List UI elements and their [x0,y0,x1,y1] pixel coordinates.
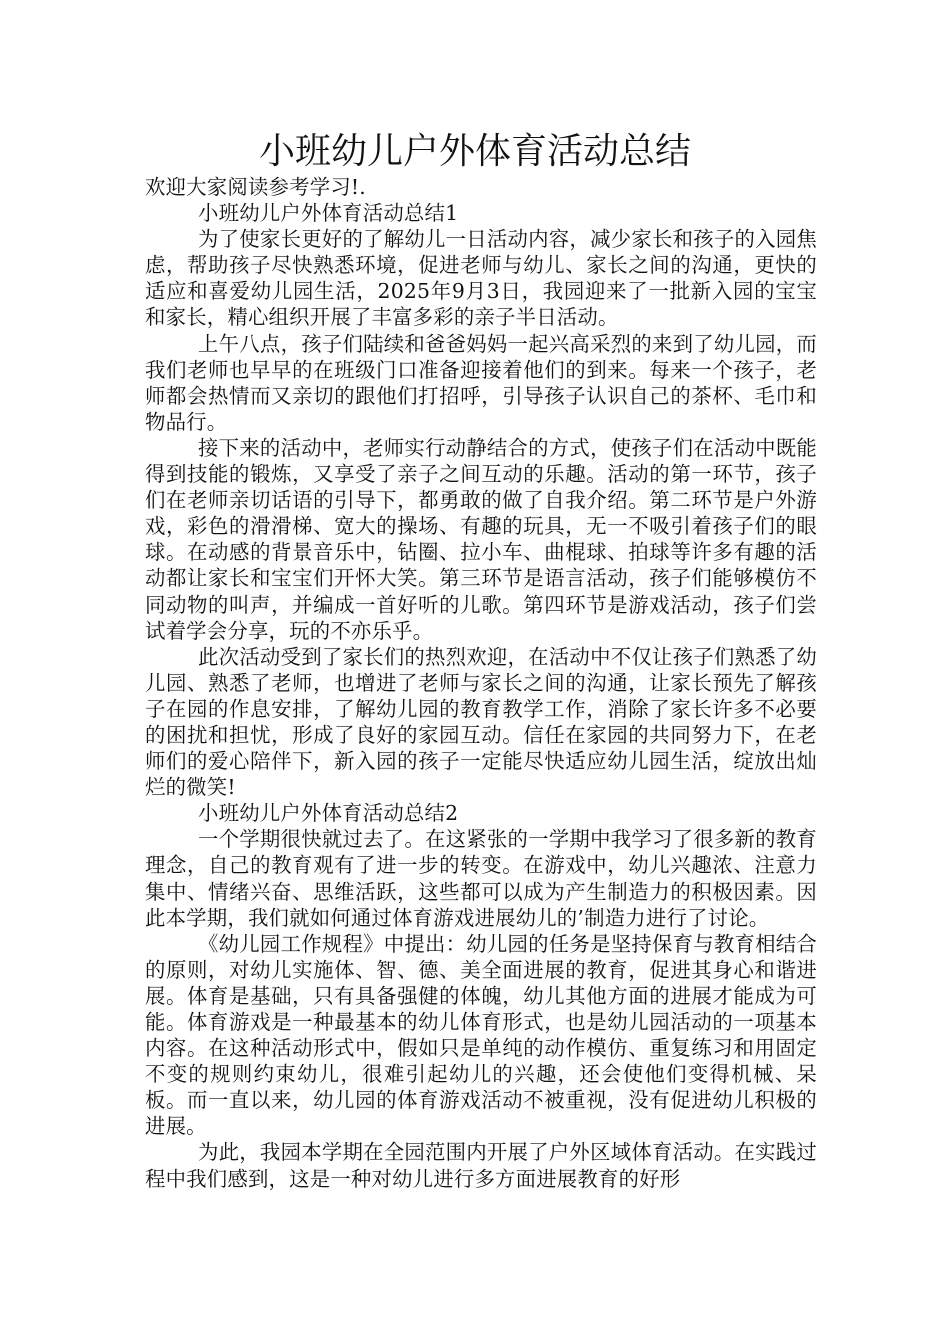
intro-line: 欢迎大家阅读参考学习!. [145,175,366,199]
body-paragraph: 《幼儿园工作规程》中提出：幼儿园的任务是坚持保育与教育相结合的原则，对幼儿实施体、智、德、美全面进展的教育，促进其身心和谐进展。体育是基础，只有具备强健的体魄，幼儿其他方面的进展才能成为可能。体育游戏是一种最基本的幼儿体育形式，也是幼儿园活动的一项基本内容。在这种活动形式中，假如只是单纯的动作模仿、重复练习和用固定不变的规则约束幼儿，很难引起幼儿的兴趣，还会使他们变得机械、呆板。而一直以来，幼儿园的体育游戏活动不被重视，没有促进幼儿积极的进展。 [145,931,817,1139]
section-heading-2: 小班幼儿户外体育活动总结2 [198,801,459,826]
section-heading-1: 小班幼儿户外体育活动总结1 [198,201,459,226]
document-title: 小班幼儿户外体育活动总结 [258,131,691,172]
body-paragraph: 接下来的活动中，老师实行动静结合的方式，使孩子们在活动中既能得到技能的锻炼，又享受了亲子之间互动的乐趣。活动的第一环节，孩子们在老师亲切话语的引导下，都勇敢的做了自我介绍。第二环节是户外游戏，彩色的滑滑梯、宽大的操场、有趣的玩具，无一不吸引着孩子们的眼球。在动感的背景音乐中，钻圈、拉小车、曲棍球、拍球等许多有趣的活动都让家长和宝宝们开怀大笑。第三环节是语言活动，孩子们能够模仿不同动物的叫声，并编成一首好听的儿歌。第四环节是游戏活动，孩子们尝试着学会分享，玩的不亦乐乎。 [145,435,817,643]
body-paragraph: 上午八点，孩子们陆续和爸爸妈妈一起兴高采烈的来到了幼儿园，而我们老师也早早的在班级门口准备迎接着他们的到来。每来一个孩子，老师都会热情而又亲切的跟他们打招呼，引导孩子认识自己的茶杯、毛巾和物品行。 [145,331,817,434]
body-paragraph: 为此，我园本学期在全园范围内开展了户外区域体育活动。在实践过程中我们感到，这是一种对幼儿进行多方面进展教育的好形 [145,1140,817,1191]
body-paragraph: 一个学期很快就过去了。在这紧张的一学期中我学习了很多新的教育理念，自己的教育观有了进一步的转变。在游戏中，幼儿兴趣浓、注意力集中、情绪兴奋、思维活跃，这些都可以成为产生制造力的积极因素。因此本学期，我们就如何通过体育游戏进展幼儿的’制造力进行了讨论。 [145,827,817,930]
document-body [145,174,817,1192]
body-paragraph: 为了使家长更好的了解幼儿一日活动内容，减少家长和孩子的入园焦虑，帮助孩子尽快熟悉环境，促进老师与幼儿、家长之间的沟通，更快的适应和喜爱幼儿园生活，2025年9月3日，我园迎来了一批新入园的宝宝和家长，精心组织开展了丰富多彩的亲子半日活动。 [145,227,817,330]
body-paragraph: 此次活动受到了家长们的热烈欢迎，在活动中不仅让孩子们熟悉了幼儿园、熟悉了老师，也增进了老师与家长之间的沟通，让家长预先了解孩子在园的作息安排，了解幼儿园的教育教学工作，消除了家长许多不必要的困扰和担忧，形成了良好的家园互动。信任在家园的共同努力下，在老师们的爱心陪伴下，新入园的孩子一定能尽快适应幼儿园生活，绽放出灿烂的微笑! [145,644,817,800]
